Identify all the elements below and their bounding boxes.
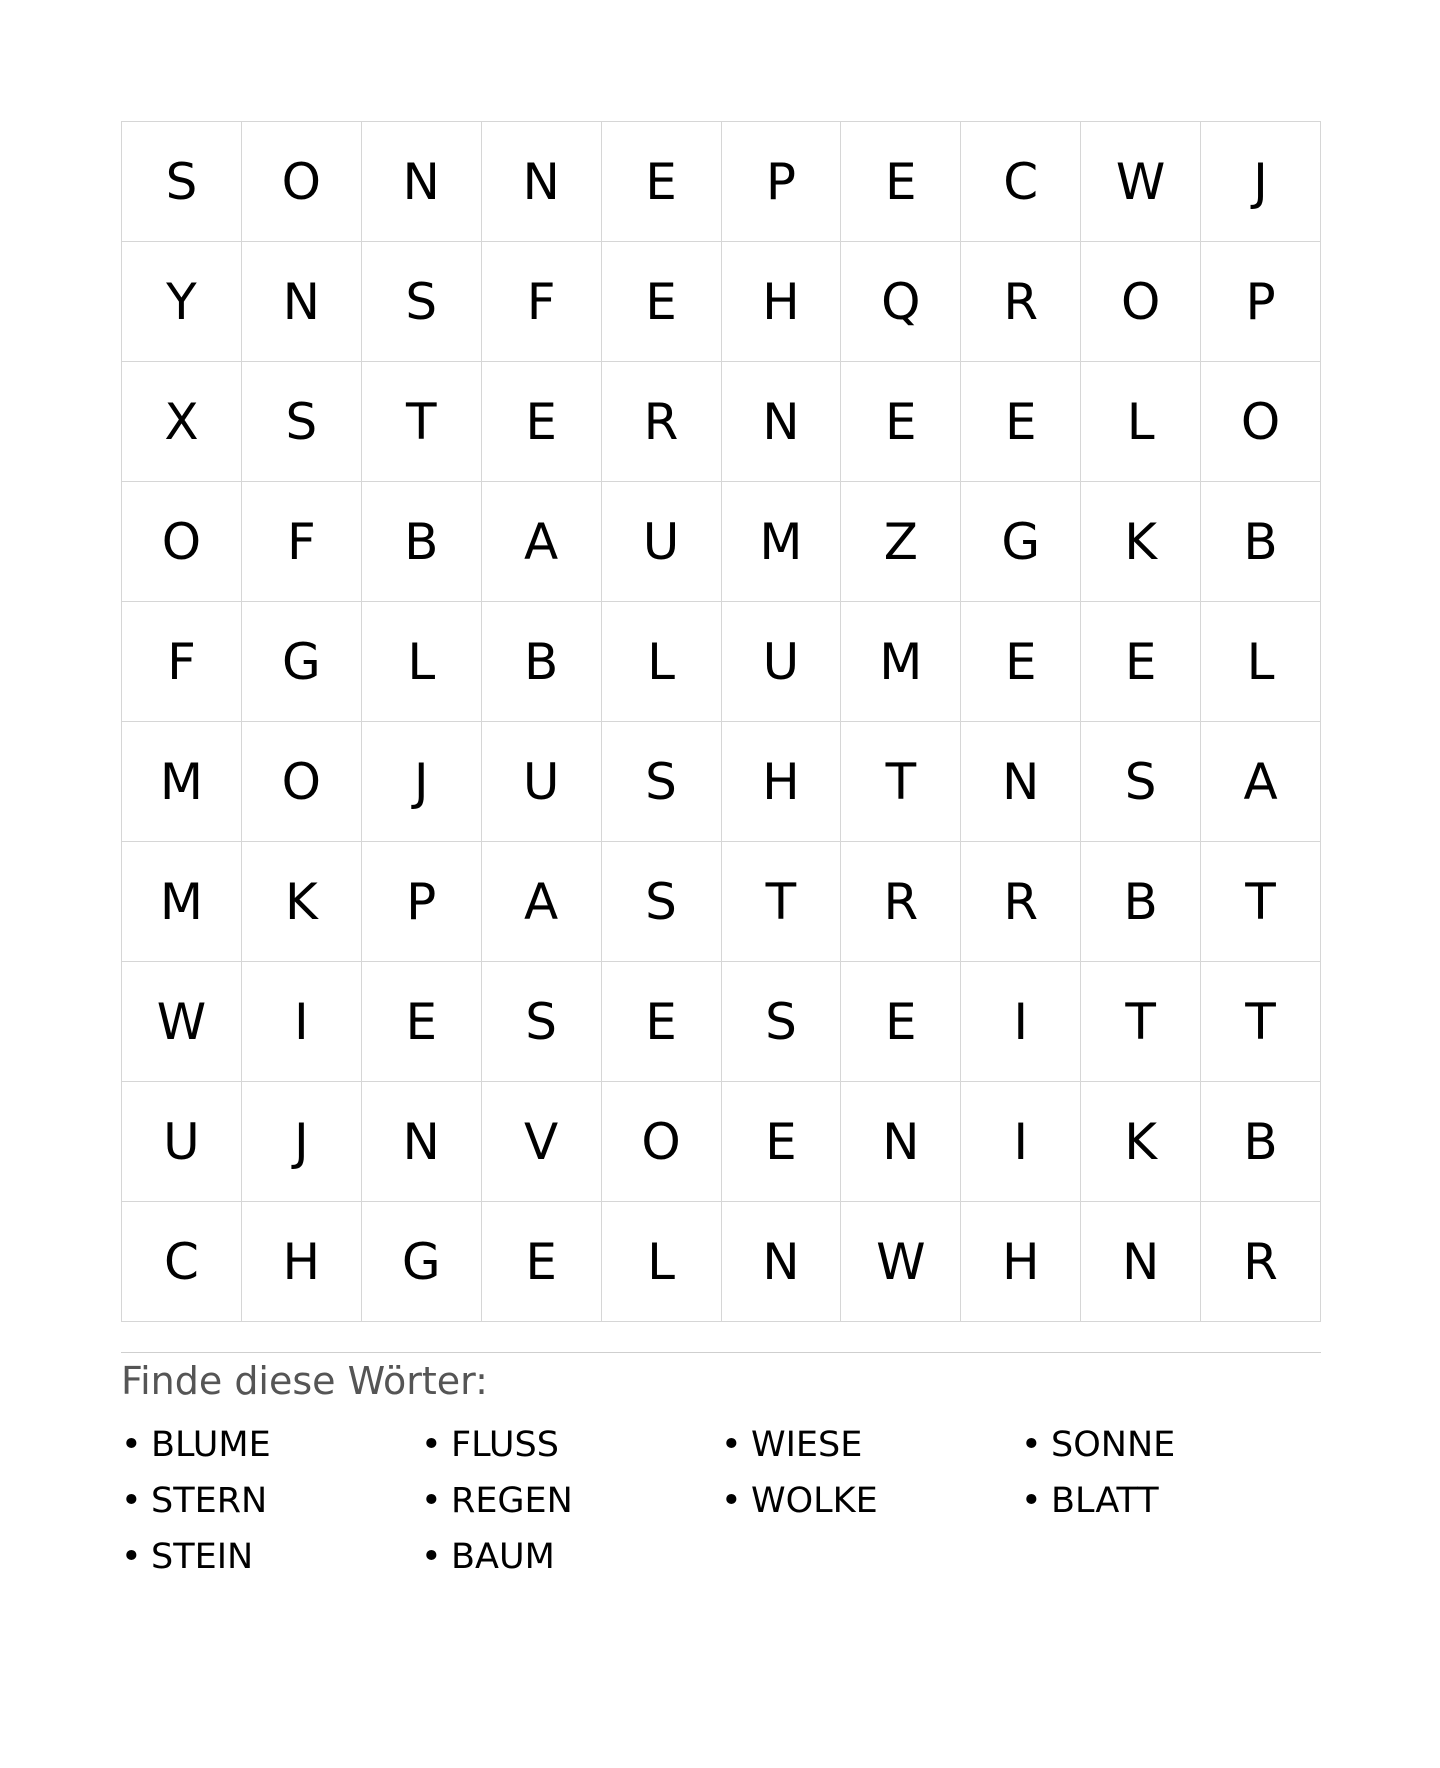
grid-cell[interactable]: H (722, 722, 842, 842)
grid-cell[interactable]: W (841, 1202, 961, 1322)
grid-cell[interactable]: L (602, 1202, 722, 1322)
grid-cell[interactable]: Q (841, 242, 961, 362)
bullet-icon: • (421, 1425, 442, 1465)
grid-cell[interactable]: S (1081, 722, 1201, 842)
grid-cell[interactable]: E (482, 1202, 602, 1322)
grid-cell[interactable]: S (482, 962, 602, 1082)
grid-cell[interactable]: A (482, 842, 602, 962)
bullet-icon: • (121, 1425, 142, 1465)
word-list-item (421, 1529, 721, 1585)
word-label: STEIN (151, 1537, 254, 1577)
grid-cell[interactable]: L (1081, 362, 1201, 482)
grid-cell[interactable]: E (1081, 602, 1201, 722)
grid-cell[interactable]: E (841, 122, 961, 242)
grid-cell[interactable]: T (1081, 962, 1201, 1082)
grid-cell[interactable]: R (961, 242, 1081, 362)
grid-cell[interactable]: E (722, 1082, 842, 1202)
word-label: BLUME (151, 1425, 271, 1465)
grid-cell[interactable]: I (242, 962, 362, 1082)
grid-cell[interactable]: S (602, 722, 722, 842)
grid-cell[interactable]: N (1081, 1202, 1201, 1322)
grid-cell[interactable]: A (482, 482, 602, 602)
grid-cell[interactable]: W (1081, 122, 1201, 242)
grid-cell[interactable]: L (1201, 602, 1321, 722)
grid-cell[interactable]: B (362, 482, 482, 602)
word-list-item (1021, 1417, 1321, 1473)
grid-cell[interactable]: E (841, 962, 961, 1082)
grid-cell[interactable]: E (602, 962, 722, 1082)
grid-cell[interactable]: S (242, 362, 362, 482)
grid-cell[interactable]: R (1201, 1202, 1321, 1322)
word-list-item (121, 1417, 421, 1473)
grid-cell[interactable]: N (961, 722, 1081, 842)
grid-cell[interactable]: E (841, 362, 961, 482)
word-list-item (721, 1473, 1021, 1529)
word-list (121, 1417, 1321, 1585)
grid-cell[interactable]: E (961, 362, 1081, 482)
bullet-icon: • (121, 1537, 142, 1577)
grid-cell[interactable]: B (1081, 842, 1201, 962)
grid-cell[interactable]: S (722, 962, 842, 1082)
grid-cell[interactable]: R (602, 362, 722, 482)
grid-cell[interactable]: N (362, 122, 482, 242)
grid-cell[interactable]: E (602, 242, 722, 362)
grid-cell[interactable]: N (841, 1082, 961, 1202)
word-label: FLUSS (451, 1425, 559, 1465)
grid-cell[interactable]: X (122, 362, 242, 482)
grid-cell[interactable]: N (242, 242, 362, 362)
grid-cell[interactable]: O (242, 722, 362, 842)
grid-cell[interactable]: O (1081, 242, 1201, 362)
grid-cell[interactable]: M (122, 842, 242, 962)
word-list-item (121, 1473, 421, 1529)
word-list-title: Finde diese Wörter: (121, 1359, 488, 1403)
grid-cell[interactable]: C (122, 1202, 242, 1322)
grid-cell[interactable]: N (722, 1202, 842, 1322)
word-list-item (1021, 1473, 1321, 1529)
grid-cell[interactable]: P (722, 122, 842, 242)
grid-cell[interactable]: E (961, 602, 1081, 722)
grid-cell[interactable]: U (722, 602, 842, 722)
grid-cell[interactable]: P (1201, 242, 1321, 362)
grid-cell[interactable]: O (122, 482, 242, 602)
grid-cell[interactable]: U (482, 722, 602, 842)
bullet-icon: • (121, 1481, 142, 1521)
grid-cell[interactable]: N (722, 362, 842, 482)
grid-cell[interactable]: P (362, 842, 482, 962)
grid-cell[interactable]: T (1201, 962, 1321, 1082)
bullet-icon: • (1021, 1481, 1042, 1521)
grid-cell[interactable]: N (362, 1082, 482, 1202)
bullet-icon: • (721, 1425, 742, 1465)
grid-cell[interactable]: L (602, 602, 722, 722)
grid-cell[interactable]: I (961, 1082, 1081, 1202)
grid-cell[interactable]: K (1081, 1082, 1201, 1202)
grid-cell[interactable]: S (362, 242, 482, 362)
grid-cell[interactable]: C (961, 122, 1081, 242)
bullet-icon: • (721, 1481, 742, 1521)
grid-cell[interactable]: V (482, 1082, 602, 1202)
grid-cell[interactable]: J (1201, 122, 1321, 242)
grid-cell[interactable]: N (482, 122, 602, 242)
grid-cell[interactable]: U (122, 1082, 242, 1202)
grid-cell[interactable]: R (841, 842, 961, 962)
grid-cell[interactable]: E (362, 962, 482, 1082)
word-list-item (421, 1417, 721, 1473)
word-list-item (721, 1417, 1021, 1473)
grid-cell[interactable]: K (242, 842, 362, 962)
grid-cell[interactable]: E (602, 122, 722, 242)
grid-cell[interactable]: Z (841, 482, 961, 602)
grid-cell[interactable]: B (1201, 482, 1321, 602)
grid-cell[interactable]: B (1201, 1082, 1321, 1202)
bullet-icon: • (421, 1537, 442, 1577)
grid-cell[interactable]: B (482, 602, 602, 722)
grid-cell[interactable]: M (122, 722, 242, 842)
grid-cell[interactable]: G (242, 602, 362, 722)
grid-cell[interactable]: S (602, 842, 722, 962)
grid-cell[interactable]: S (122, 122, 242, 242)
grid-cell[interactable]: K (1081, 482, 1201, 602)
grid-cell[interactable]: Y (122, 242, 242, 362)
grid-cell[interactable]: T (1201, 842, 1321, 962)
grid-cell[interactable]: E (482, 362, 602, 482)
grid-cell[interactable]: M (722, 482, 842, 602)
grid-cell[interactable]: F (122, 602, 242, 722)
grid-cell[interactable]: T (841, 722, 961, 842)
grid-cell[interactable]: J (362, 722, 482, 842)
grid-cell[interactable]: G (961, 482, 1081, 602)
grid-cell[interactable]: O (602, 1082, 722, 1202)
letter-grid (121, 121, 1321, 1322)
word-list-item (421, 1473, 721, 1529)
grid-cell[interactable]: L (362, 602, 482, 722)
grid-cell[interactable]: U (602, 482, 722, 602)
word-search-puzzle (121, 121, 1321, 1585)
grid-cell[interactable]: W (122, 962, 242, 1082)
bullet-icon: • (421, 1481, 442, 1521)
grid-cell[interactable]: G (362, 1202, 482, 1322)
grid-cell[interactable]: I (961, 962, 1081, 1082)
grid-cell[interactable]: A (1201, 722, 1321, 842)
word-label: BLATT (1051, 1481, 1159, 1521)
word-label: SONNE (1051, 1425, 1176, 1465)
bullet-icon: • (1021, 1425, 1042, 1465)
grid-cell[interactable]: H (961, 1202, 1081, 1322)
grid-cell[interactable]: H (722, 242, 842, 362)
grid-cell[interactable]: M (841, 602, 961, 722)
grid-cell[interactable]: T (722, 842, 842, 962)
word-list-item (121, 1529, 421, 1585)
grid-cell[interactable]: O (242, 122, 362, 242)
grid-cell[interactable]: F (482, 242, 602, 362)
grid-cell[interactable]: T (362, 362, 482, 482)
word-label: BAUM (451, 1537, 555, 1577)
divider (121, 1352, 1321, 1353)
grid-cell[interactable]: J (242, 1082, 362, 1202)
word-label: WOLKE (751, 1481, 878, 1521)
grid-cell[interactable]: O (1201, 362, 1321, 482)
grid-cell[interactable]: R (961, 842, 1081, 962)
word-label: REGEN (451, 1481, 573, 1521)
word-label: WIESE (751, 1425, 863, 1465)
word-label: STERN (151, 1481, 268, 1521)
grid-cell[interactable]: F (242, 482, 362, 602)
grid-cell[interactable]: H (242, 1202, 362, 1322)
